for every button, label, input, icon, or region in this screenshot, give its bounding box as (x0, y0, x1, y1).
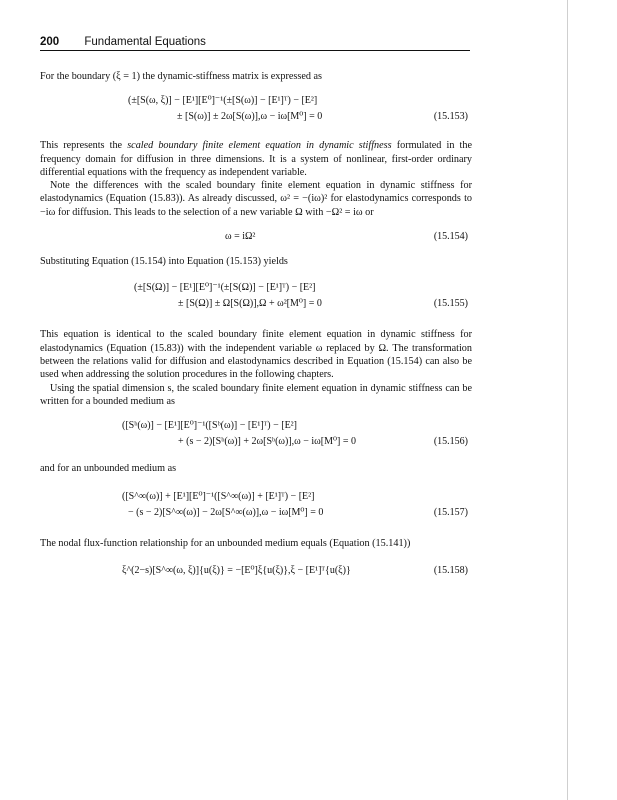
paragraph-3: Note the differences with the scaled boundary finite element equation in dynamic stiffness for elastodynamics (Equation (15.83)). As already discussed, ω² = −(iω)² for elastodynamics corresponds to −iω for diffusion. This leads to the selection of a new variable Ω with −Ω² = iω or (40, 180, 472, 218)
paragraph-1: For the boundary (ξ = 1) the dynamic-stiffness matrix is expressed as (40, 71, 322, 82)
equation-15-155 (40, 280, 472, 316)
equation-15-154 (40, 227, 472, 247)
equation-line: + (s − 2)[Sᵇ(ω)] + 2ω[Sᵇ(ω)],ω − iω[M⁰] = 0 (178, 436, 356, 448)
equation-line: ± [S(ω)] ± 2ω[S(ω)],ω − iω[M⁰] = 0 (177, 111, 323, 123)
page-number: 200 (40, 36, 60, 48)
equation-line: (±[S(Ω)] − [E¹][E⁰]⁻¹(±[S(Ω)] − [E¹]ᵀ) − [E²] (134, 282, 316, 294)
equation-number: (15.155) (433, 298, 468, 310)
running-header (40, 36, 470, 51)
paragraph-8: The nodal flux-function relationship for an unbounded medium equals (Equation (15.141)) (40, 538, 411, 550)
equation-line: (±[S(ω, ξ)] − [E¹][E⁰]⁻¹(±[S(ω)] − [E¹]ᵀ) − [E²] (128, 95, 318, 107)
page-edge-divider (567, 0, 568, 800)
equation-number: (15.156) (433, 436, 468, 448)
equation-number: (15.158) (433, 564, 468, 576)
equation-number: (15.153) (433, 111, 468, 123)
paragraph-7: and for an unbounded medium as (40, 463, 177, 475)
paragraph-5: This equation is identical to the scaled boundary finite element equation in dynamic stiffness for elastodynamics (Equation (15.83)) with the independent variable ω replaced by Ω. The transformation between the relations valid for diffusion and elastodynamics described in Equation (15.154) can also be used when addressing the solution procedures in the following chapters. (40, 329, 472, 381)
paragraph-2 (40, 139, 472, 179)
equation-line: ([Sᵇ(ω)] − [E¹][E⁰]⁻¹([Sᵇ(ω)] − [E¹]ᵀ) − [E²] (122, 420, 298, 432)
equation-line: − (s − 2)[S^∞(ω)] − 2ω[S^∞(ω)],ω − iω[M⁰] = 0 (128, 507, 324, 519)
emphasized-term: scaled boundary finite element equation in dynamic stiffness (127, 140, 392, 152)
equation-15-153 (40, 93, 472, 129)
equation-line: ω = iΩ² (225, 231, 256, 243)
equation-15-157 (40, 489, 472, 525)
text-span: This represents the (40, 140, 128, 152)
equation-line: ± [S(Ω)] ± Ω[S(Ω)],Ω + ω²[M⁰] = 0 (178, 298, 322, 310)
text-span: formulated in the frequency domain for diffusion in three dimensions. It is a system of nonlinear, first-order ordinary differential equations with the frequency as independent variable. (40, 140, 472, 178)
paragraph-6: Using the spatial dimension s, the scaled boundary finite element equation in dynamic stiffness can be written for a bounded medium as (40, 382, 472, 407)
equation-number: (15.157) (433, 507, 468, 519)
equation-number: (15.154) (433, 231, 468, 243)
equation-15-156 (40, 418, 472, 454)
equation-line: ([S^∞(ω)] + [E¹][E⁰]⁻¹([S^∞(ω)] + [E¹]ᵀ) − [E²] (122, 491, 315, 503)
page-body (40, 70, 472, 581)
equation-15-158 (40, 561, 472, 581)
equation-line: ξ^(2−s)[S^∞(ω, ξ)]{u(ξ)} = −[E⁰]ξ{u(ξ)},ξ − [E¹]ᵀ{u(ξ)} (122, 564, 351, 576)
paragraph-4: Substituting Equation (15.154) into Equation (15.153) yields (40, 256, 288, 268)
running-title: Fundamental Equations (84, 36, 206, 48)
